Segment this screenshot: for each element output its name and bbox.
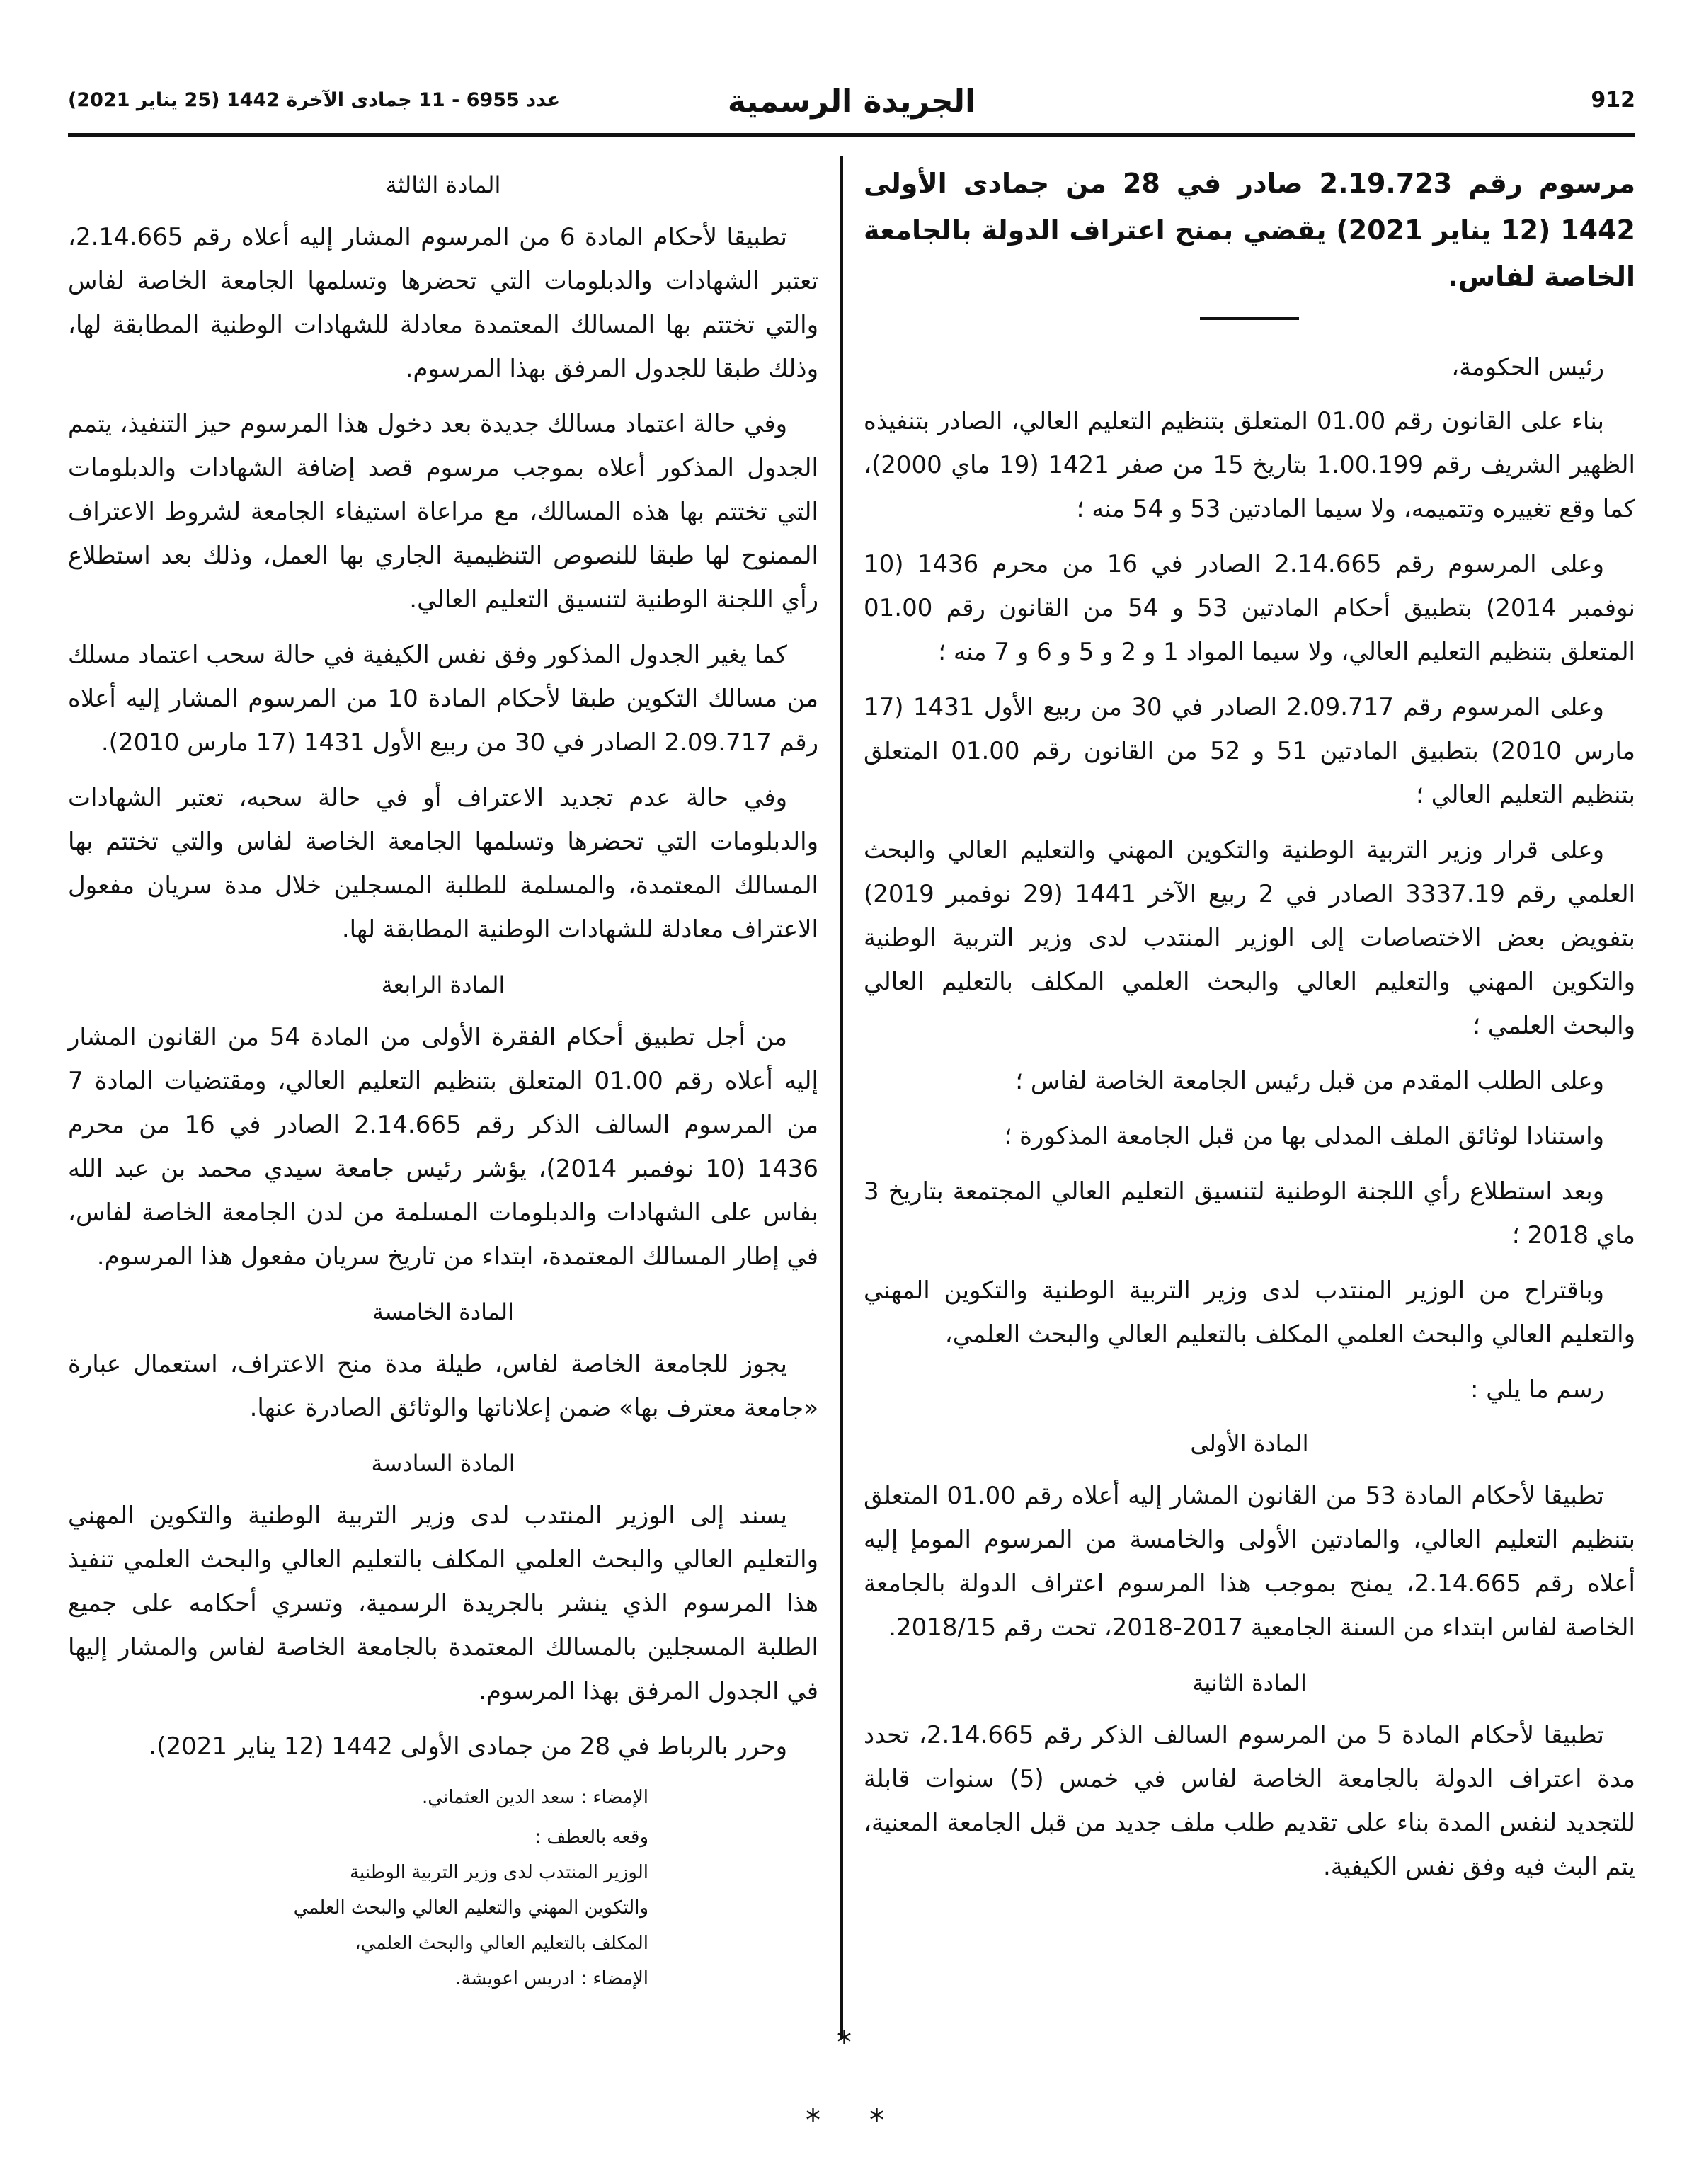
decreed-label: رسم ما يلي : (1470, 1376, 1604, 1404)
end-star: * (837, 2025, 852, 2059)
countersign-line: وقعه بالعطف : (534, 1826, 648, 1848)
preamble-paragraph: بناء على القانون رقم 01.00 المتعلق بتنظيم التعليم العالي، الصادر بتنفيذه الظهير الشريف رقم 1.00.199 بتاريخ 15 من صفر 1421 (19 ماي 2000)، كما وقع تغييره وتتميمه، ولا سيما المادتين 53 و 54 منه ؛ (864, 407, 1635, 523)
countersign-line: المكلف بالتعليم العالي والبحث العلمي، (355, 1933, 648, 1954)
column-divider (840, 156, 843, 2039)
right-column (864, 160, 1635, 1900)
article-1-text: تطبيقا لأحكام المادة 53 من القانون المشار إليه أعلاه رقم 01.00 المتعلق بتنظيم التعليم العالي، والمادتين الأولى والخامسة من المرسوم المومإ إليه أعلاه رقم 2.14.665، يمنح بموجب هذا المرسوم اعتراف الدولة بالجامعة الخاصة لفاس ابتداء من السنة الجامعية 2017-2018، تحت رقم 2018/15. (864, 1482, 1635, 1642)
signature: الإمضاء : سعد الدين العثماني. (422, 1787, 648, 1808)
article-2-text: تطبيقا لأحكام المادة 5 من المرسوم السالف الذكر رقم 2.14.665، تحدد مدة اعتراف الدولة بالجامعة الخاصة لفاس في خمس (5) سنوات قابلة للتجديد لنفس المدة بناء على تقديم طلب ملف جديد من قبل الجامعة المعنية، يتم البث فيه وفق نفس الكيفية. (864, 1721, 1635, 1881)
countersign-line: الوزير المنتدب لدى وزير التربية الوطنية (350, 1862, 648, 1883)
done-at: وحرر بالرباط في 28 من جمادى الأولى 1442 (12 يناير 2021). (149, 1732, 787, 1761)
article-1-title: المادة الأولى (1190, 1430, 1309, 1457)
end-stars (793, 2025, 889, 2166)
preamble-paragraph: وعلى المرسوم رقم 2.14.665 الصادر في 16 من محرم 1436 (10 نوفمبر 2014) بتطبيق أحكام المادتين 53 و 54 من القانون رقم 01.00 المتعلق بتنظيم التعليم العالي، ولا سيما المواد 1 و 2 و 5 و 6 و 7 منه ؛ (864, 550, 1635, 666)
gazette-title: الجريدة الرسمية (727, 84, 976, 120)
article-3-paragraph: كما يغير الجدول المذكور وفق نفس الكيفية في حالة سحب اعتماد مسلك من مسالك التكوين طبقا لأحكام المادة 10 من المرسوم المشار إليه أعلاه رقم 2.09.717 الصادر في 30 من ربيع الأول 1431 (17 مارس 2010). (68, 641, 818, 757)
end-star: * (869, 2103, 884, 2137)
article-6-title: المادة السادسة (371, 1450, 515, 1477)
head-of-government: رئيس الحكومة، (1451, 353, 1604, 382)
preamble-paragraph: وعلى الطلب المقدم من قبل رئيس الجامعة الخاصة لفاس ؛ (1015, 1067, 1604, 1095)
page-number: 912 (1591, 88, 1635, 113)
countersign-line: الإمضاء : ادريس اعويشة. (455, 1968, 648, 1989)
left-column (68, 160, 818, 1996)
article-3-paragraph: وفي حالة اعتماد مسالك جديدة بعد دخول هذا المرسوم حيز التنفيذ، يتمم الجدول المذكور أعلاه بموجب مرسوم قصد إضافة الشهادات والدبلومات التي تختتم بها هذه المسالك، مع مراعاة استيفاء الجامعة لشروط الاعتراف الممنوح لها طبقا للنصوص التنظيمية الجاري بها العمل، وذلك بعد استطلاع رأي اللجنة الوطنية لتنسيق التعليم العالي. (68, 410, 818, 614)
title-separator (1200, 317, 1299, 320)
end-star: * (806, 2103, 820, 2137)
decree-title: مرسوم رقم 2.19.723 صادر في 28 من جمادى الأولى 1442 (12 يناير 2021) يقضي بمنح اعتراف الدولة بالجامعة الخاصة لفاس. (864, 168, 1635, 292)
preamble-paragraph: وعلى المرسوم رقم 2.09.717 الصادر في 30 من ربيع الأول 1431 (17 مارس 2010) بتطبيق المادتين 51 و 52 من القانون رقم 01.00 المتعلق بتنظيم التعليم العالي ؛ (864, 693, 1635, 809)
header-rule (68, 133, 1635, 137)
page-header (68, 84, 1635, 126)
preamble-paragraph: واستنادا لوثائق الملف المدلى بها من قبل الجامعة المذكورة ؛ (1004, 1122, 1604, 1150)
preamble-paragraph: وبعد استطلاع رأي اللجنة الوطنية لتنسيق التعليم العالي المجتمعة بتاريخ 3 ماي 2018 ؛ (864, 1177, 1635, 1250)
preamble-paragraph: وعلى قرار وزير التربية الوطنية والتكوين المهني والتعليم العالي والبحث العلمي رقم 3337.19 الصادر في 2 ربيع الآخر 1441 (29 نوفمبر 2019) بتفويض بعض الاختصاصات إلى الوزير المنتدب لدى وزير التربية الوطنية والتكوين المهني والتعليم العالي والبحث العلمي المكلف بالتعليم العالي والبحث العلمي ؛ (864, 836, 1636, 1040)
article-3-title: المادة الثالثة (385, 171, 501, 198)
countersign-line: والتكوين المهني والتعليم العالي والبحث العلمي (293, 1897, 648, 1919)
article-6-text: يسند إلى الوزير المنتدب لدى وزير التربية الوطنية والتكوين المهني والتعليم العالي والبحث العلمي المكلف بالتعليم العالي والبحث العلمي تنفيذ هذا المرسوم الذي ينشر بالجريدة الرسمية، وتسري أحكامه على جميع الطلبة المسجلين بالمسالك المعتمدة بالجامعة الخاصة لفاس والمشار إليها في الجدول المرفق بهذا المرسوم. (68, 1502, 818, 1705)
article-4-title: المادة الرابعة (381, 971, 505, 998)
article-3-paragraph: تطبيقا لأحكام المادة 6 من المرسوم المشار إليه أعلاه رقم 2.14.665، تعتبر الشهادات والدبلومات التي تحضرها وتسلمها الجامعة الخاصة لفاس والتي تختتم بها المسالك المعتمدة معادلة للشهادات الوطنية المطابقة لها، وذلك طبقا للجدول المرفق بهذا المرسوم. (68, 223, 818, 383)
preamble-paragraph: وباقتراح من الوزير المنتدب لدى وزير التربية الوطنية والتكوين المهني والتعليم العالي والبحث العلمي المكلف بالتعليم العالي والبحث العلمي، (864, 1276, 1635, 1349)
article-5-text: يجوز للجامعة الخاصة لفاس، طيلة مدة منح الاعتراف، استعمال عبارة «جامعة معترف بها» ضمن إعلاناتها والوثائق الصادرة عنها. (68, 1350, 818, 1422)
article-5-title: المادة الخامسة (372, 1298, 514, 1325)
article-3-paragraph: وفي حالة عدم تجديد الاعتراف أو في حالة سحبه، تعتبر الشهادات والدبلومات التي تحضرها وتسلمها الجامعة الخاصة لفاس والتي تختتم بها المسالك المعتمدة، والمسلمة للطلبة المسجلين خلال مدة سريان مفعول الاعتراف معادلة للشهادات الوطنية المطابقة لها. (68, 784, 818, 944)
article-4-text: من أجل تطبيق أحكام الفقرة الأولى من المادة 54 من القانون المشار إليه أعلاه رقم 01.00 المتعلق بتنظيم التعليم العالي، ومقتضيات المادة 7 من المرسوم السالف الذكر رقم 2.14.665 الصادر في 16 من محرم 1436 (10 نوفمبر 2014)، يؤشر رئيس جامعة سيدي محمد بن عبد الله بفاس على الشهادات والدبلومات المسلمة من لدن الجامعة الخاصة لفاس، في إطار المسالك المعتمدة، ابتداء من تاريخ سريان مفعول هذا المرسوم. (68, 1023, 818, 1271)
issue-info: عدد 6955 - 11 جمادى الآخرة 1442 (25 يناير 2021) (68, 89, 561, 111)
article-2-title: المادة الثانية (1192, 1669, 1307, 1696)
